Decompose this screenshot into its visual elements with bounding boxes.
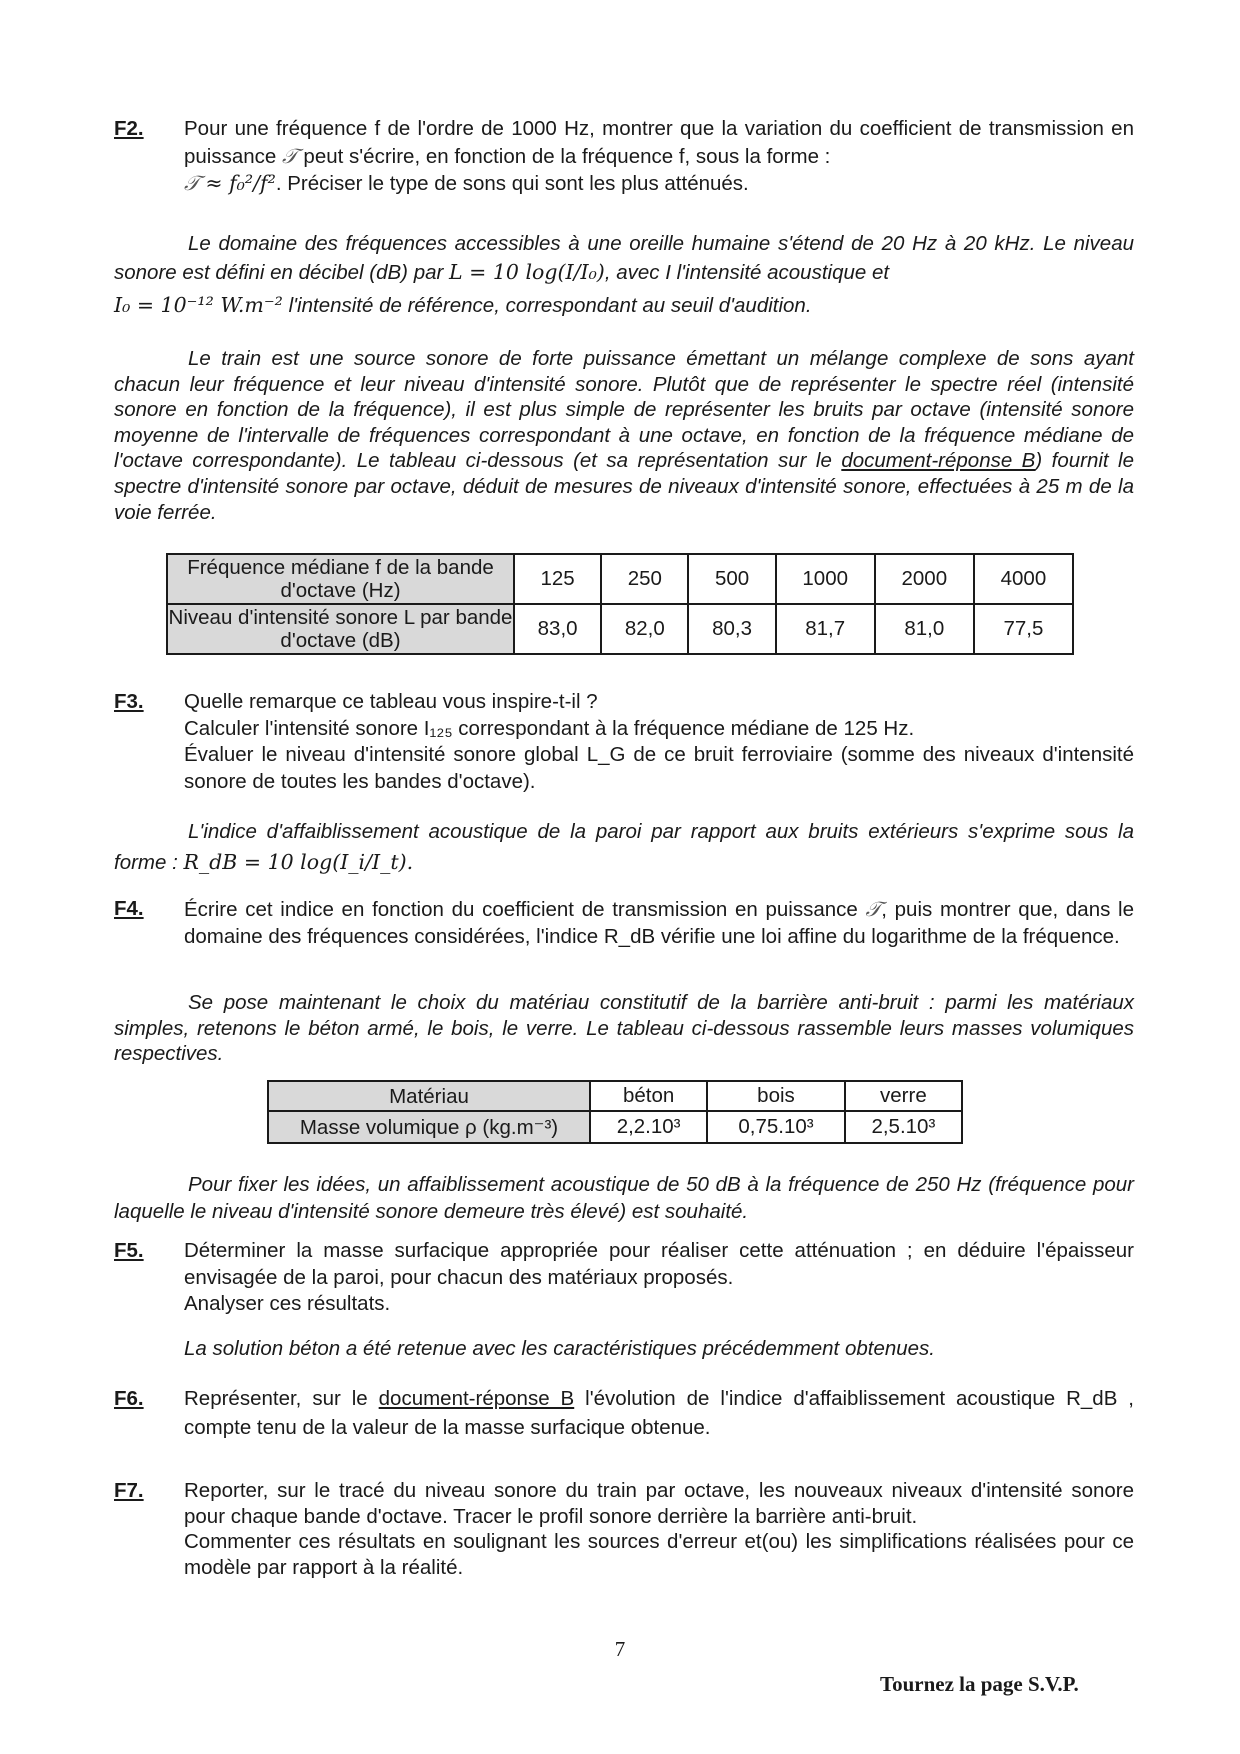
level-cell: 81,0 bbox=[875, 604, 974, 654]
formula: L = 10 log(I/I₀) bbox=[449, 260, 605, 284]
level-cell: 82,0 bbox=[601, 604, 688, 654]
material-cell: verre bbox=[845, 1081, 962, 1111]
question-text: Commenter ces résultats en soulignant les sources d'erreur et(ou) les simplifications réalisées pour ce modèle par rapport à la réalité. bbox=[184, 1530, 1134, 1579]
page-number: 7 bbox=[614, 1637, 626, 1661]
turn-page-note: Tournez la page S.V.P. bbox=[880, 1672, 1079, 1696]
intro-paragraph-train-spectrum: Le train est une source sonore de forte puissance émettant un mélange complexe de sons ayant chacun leur fréquence et leur niveau d'intensité sonore. Plutôt que de représenter le spectre réel (intensité sonore en fonction de la fréquence), il est plus simple de représenter les bruits par octave (intensité sonore moyenne de l'intervalle de fréquences correspondant à une octave, en fonction de la fréquence médiane de l'octave correspondante). Le tableau ci-dessous (et sa représentation sur le document-réponse B) fournit le spectre d'intensité sonore par octave, déduit de mesures de niveaux d'intensité sonore, effectuées à 25 m de la voie ferrée. bbox=[114, 347, 1134, 524]
question-f6 bbox=[114, 1384, 1134, 1442]
density-cell: 2,2.10³ bbox=[590, 1111, 707, 1143]
question-text: Calculer l'intensité sonore I₁₂₅ correspondant à la fréquence médiane de 125 Hz. bbox=[184, 716, 915, 740]
material-header: Matériau bbox=[268, 1081, 590, 1111]
frequency-header: Fréquence médiane f de la bande d'octave (Hz) bbox=[167, 554, 514, 604]
formula: R_dB = 10 log(I_i/I_t). bbox=[183, 850, 414, 874]
question-text: l'évolution de l'indice d'affaiblissement acoustique R_dB , compte tenu de la valeur de la masse surfacique obtenue. bbox=[184, 1387, 1134, 1439]
question-label: F6. bbox=[114, 1387, 144, 1410]
level-cell: 81,7 bbox=[776, 604, 875, 654]
frequency-cell: 125 bbox=[514, 554, 601, 604]
question-text: Évaluer le niveau d'intensité sonore global L_G de ce bruit ferroviaire (somme des niveaux d'intensité sonore de toutes les bandes d'octave). bbox=[184, 743, 1134, 793]
frequency-cell: 1000 bbox=[776, 554, 875, 604]
question-text: Déterminer la masse surfacique appropriée pour réaliser cette atténuation ; en déduire l'épaisseur envisagée de la paroi, pour chacun des matériaux proposés. bbox=[184, 1239, 1134, 1289]
document-reponse-b-link[interactable]: document-réponse B bbox=[841, 449, 1036, 473]
question-label: F2. bbox=[114, 117, 144, 140]
density-cell: 2,5.10³ bbox=[845, 1111, 962, 1143]
intro-paragraph-target-attenuation: Pour fixer les idées, un affaiblissement acoustique de 50 dB à la fréquence de 250 Hz (fréquence pour laquelle le niveau d'intensité sonore demeure très élevé) est souhaité. bbox=[114, 1173, 1134, 1223]
intro-paragraph-attenuation-index: L'indice d'affaiblissement acoustique de la paroi par rapport aux bruits extérieurs s'exprime sous la forme : R_dB = 10 log(I_i/I_t). bbox=[114, 820, 1134, 874]
level-cell: 83,0 bbox=[514, 604, 601, 654]
question-label: F5. bbox=[114, 1239, 144, 1262]
frequency-cell: 2000 bbox=[875, 554, 974, 604]
question-text: Écrire cet indice en fonction du coefficient de transmission en puissance bbox=[184, 898, 858, 921]
question-text: Pour une fréquence f de l'ordre de 1000 Hz, montrer que la variation du coefficient de transmission en puissance bbox=[184, 117, 1134, 168]
materials-density-table bbox=[267, 1080, 963, 1144]
question-f2 bbox=[114, 116, 1134, 198]
formula: ≈ f₀²/f² bbox=[205, 171, 276, 195]
question-label: F7. bbox=[114, 1479, 144, 1502]
transmission-coefficient-symbol: 𝒯 bbox=[865, 897, 882, 921]
level-header: Niveau d'intensité sonore L par bande d'octave (dB) bbox=[168, 606, 513, 652]
question-text: . Préciser le type de sons qui sont les plus atténués. bbox=[275, 172, 749, 195]
question-text: Représenter, sur le bbox=[184, 1387, 368, 1410]
frequency-cell: 500 bbox=[688, 554, 775, 604]
level-cell: 77,5 bbox=[974, 604, 1073, 654]
intro-paragraph-sound-level: Le domaine des fréquences accessibles à une oreille humaine s'étend de 20 Hz à 20 kHz. Le niveau sonore est défini en décibel (dB) par L = 10 log(I/I₀), avec I l'intensité acoustique et I₀ = 10⁻¹² W.m⁻² l'intensité de référence, correspondant au seuil d'audition. bbox=[114, 232, 1134, 317]
question-label: F3. bbox=[114, 690, 144, 713]
intro-paragraph-materials: Se pose maintenant le choix du matériau constitutif de la barrière anti-bruit : parmi les matériaux simples, retenons le béton armé, le bois, le verre. Le tableau ci-dessous rassemble leurs masses volumiques respectives. bbox=[114, 991, 1134, 1066]
question-f5 bbox=[114, 1238, 1134, 1362]
note-text: La solution béton a été retenue avec les caractéristiques précédemment obtenues. bbox=[184, 1336, 935, 1360]
question-text: Analyser ces résultats. bbox=[184, 1292, 391, 1315]
material-cell: béton bbox=[590, 1081, 707, 1111]
level-cell: 80,3 bbox=[688, 604, 775, 654]
question-text: Reporter, sur le tracé du niveau sonore du train par octave, les nouveaux niveaux d'intensité sonore pour chaque bande d'octave. Tracer le profil sonore derrière la barrière anti-bruit. bbox=[184, 1479, 1134, 1528]
question-f3 bbox=[114, 689, 1134, 795]
question-text: peut s'écrire, en fonction de la fréquence f, sous la forme : bbox=[303, 144, 831, 168]
frequency-cell: 250 bbox=[601, 554, 688, 604]
transmission-coefficient-symbol: 𝒯 bbox=[282, 143, 298, 168]
question-text: Quelle remarque ce tableau vous inspire-t-il ? bbox=[184, 690, 598, 713]
transmission-coefficient-symbol: 𝒯 bbox=[184, 171, 200, 195]
density-header: Masse volumique ρ (kg.m⁻³) bbox=[268, 1111, 590, 1143]
question-text: , puis montrer que, dans le domaine des fréquences considérées, l'indice R_dB vérifie une loi affine du logarithme de la fréquence. bbox=[184, 898, 1134, 948]
material-cell: bois bbox=[707, 1081, 845, 1111]
question-f4 bbox=[114, 896, 1134, 950]
formula: I₀ = 10⁻¹² W.m⁻² bbox=[114, 293, 283, 317]
question-label: F4. bbox=[114, 897, 144, 920]
question-f7 bbox=[114, 1478, 1134, 1580]
frequency-cell: 4000 bbox=[974, 554, 1073, 604]
density-cell: 0,75.10³ bbox=[707, 1111, 845, 1143]
document-reponse-b-link[interactable]: document-réponse B bbox=[378, 1387, 575, 1410]
octave-spectrum-table bbox=[166, 553, 1074, 655]
